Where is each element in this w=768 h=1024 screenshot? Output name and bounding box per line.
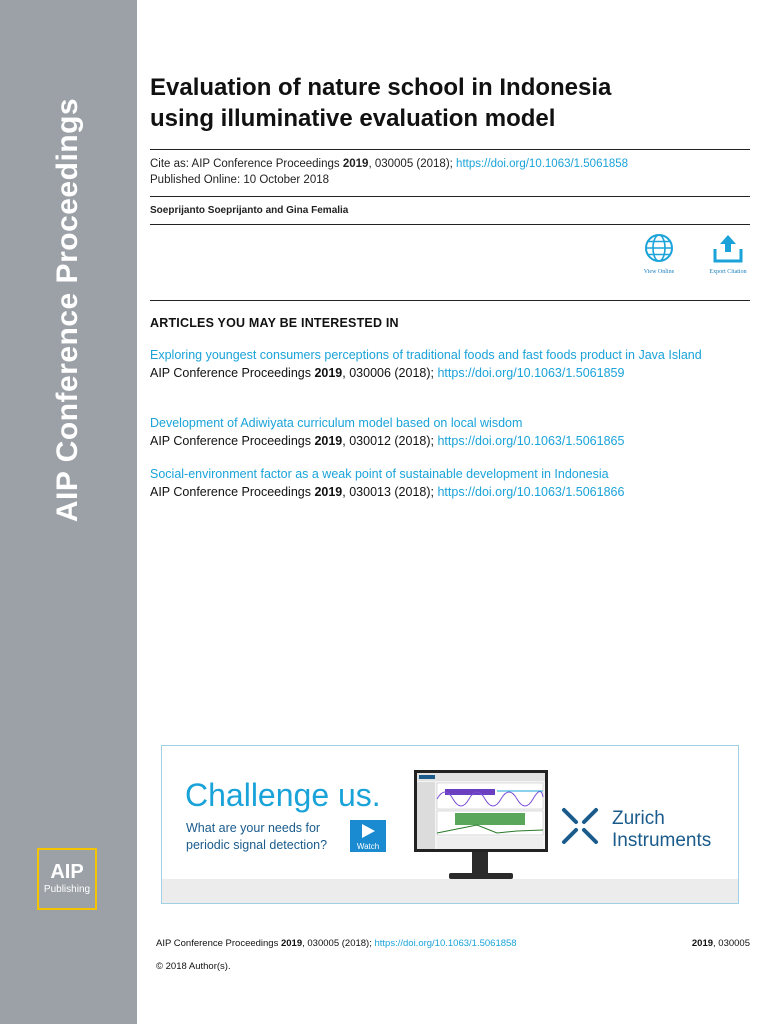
watch-label: Watch (356, 842, 380, 851)
related-doi-link[interactable]: https://doi.org/10.1063/1.5061866 (437, 485, 625, 499)
related-article-title[interactable]: Development of Adiwiyata curriculum model based on local wisdom (150, 416, 523, 430)
related-rest: , 030006 (2018); (342, 366, 438, 380)
footer-page-ref (692, 938, 750, 949)
zurich-instruments-ad[interactable] (161, 745, 739, 904)
footer-volume: 2019 (280, 938, 303, 949)
divider (150, 224, 750, 225)
divider (150, 300, 750, 301)
zurich-instruments-logo-icon (560, 806, 600, 846)
footer-right-rest: , 030005 (713, 938, 750, 949)
ad-subtext (186, 820, 327, 854)
signal-software-screenshot (417, 773, 545, 849)
monitor-screenshot (414, 770, 548, 852)
related-article-cite (150, 483, 750, 501)
divider (150, 196, 750, 197)
footer-right-volume: 2019 (691, 938, 714, 949)
play-icon (350, 820, 386, 842)
export-citation-button[interactable] (698, 233, 758, 275)
footer-doi-link[interactable]: https://doi.org/10.1063/1.5061858 (374, 938, 517, 949)
related-article-title[interactable]: Social-environment factor as a weak point of sustainable development in Indonesia (150, 467, 609, 481)
upload-icon (712, 233, 744, 263)
related-article-cite (150, 364, 750, 382)
copyright: © 2018 Author(s). (156, 961, 231, 972)
footer-rest: , 030005 (2018); (302, 938, 375, 949)
cite-as-line (150, 158, 628, 170)
authors: Soeprijanto Soeprijanto and Gina Femalia (150, 205, 349, 216)
ad-subtext-line1: What are your needs for (186, 821, 321, 835)
related-article (150, 415, 750, 450)
related-volume: 2019 (314, 485, 343, 499)
footer-citation (156, 938, 517, 949)
related-journal: AIP Conference Proceedings (150, 366, 315, 380)
aip-logo-subtext: Publishing (43, 884, 91, 895)
article-doi-link[interactable]: https://doi.org/10.1063/1.5061858 (456, 158, 629, 170)
footer-journal: AIP Conference Proceedings (156, 938, 281, 949)
related-article-cite (150, 432, 750, 450)
article-title (150, 72, 750, 134)
brand-line2: Instruments (612, 830, 712, 851)
related-article (150, 347, 750, 382)
related-article-title[interactable]: Exploring youngest consumers perceptions of traditional foods and fast foods product in Java Island (150, 348, 702, 362)
view-online-button[interactable] (629, 233, 689, 275)
ad-subtext-line2: periodic signal detection? (186, 838, 328, 852)
related-journal: AIP Conference Proceedings (150, 485, 315, 499)
related-journal: AIP Conference Proceedings (150, 434, 315, 448)
related-volume: 2019 (314, 366, 343, 380)
related-doi-link[interactable]: https://doi.org/10.1063/1.5061859 (437, 366, 625, 380)
related-rest: , 030012 (2018); (342, 434, 438, 448)
cite-prefix: Cite as: AIP Conference Proceedings (150, 158, 343, 170)
ad-bottom-band (162, 879, 739, 903)
related-articles-heading: ARTICLES YOU MAY BE INTERESTED IN (150, 316, 399, 330)
related-article (150, 466, 750, 501)
cite-volume: 2019 (342, 158, 369, 170)
aip-logo-text: AIP (50, 861, 84, 883)
article-title-line2: using illuminative evaluation model (150, 105, 556, 132)
related-rest: , 030013 (2018); (342, 485, 438, 499)
monitor-stand (472, 852, 488, 874)
journal-sidebar (0, 0, 137, 1024)
related-volume: 2019 (314, 434, 343, 448)
published-online: Published Online: 10 October 2018 (150, 174, 330, 186)
monitor-base (449, 873, 513, 879)
article-title-line1: Evaluation of nature school in Indonesia (150, 74, 612, 101)
journal-title-vertical: AIP Conference Proceedings (51, 97, 84, 523)
aip-publishing-logo[interactable] (37, 848, 97, 910)
zurich-instruments-brand (612, 808, 711, 852)
cite-rest: , 030005 (2018); (368, 158, 457, 170)
view-online-label: View Online (643, 269, 675, 275)
brand-line1: Zurich (612, 808, 665, 829)
ad-headline: Challenge us. (185, 777, 381, 813)
related-doi-link[interactable]: https://doi.org/10.1063/1.5061865 (437, 434, 625, 448)
globe-icon (644, 233, 674, 263)
divider (150, 149, 750, 150)
watch-video-button[interactable] (350, 820, 386, 852)
export-citation-label: Export Citation (709, 269, 747, 275)
